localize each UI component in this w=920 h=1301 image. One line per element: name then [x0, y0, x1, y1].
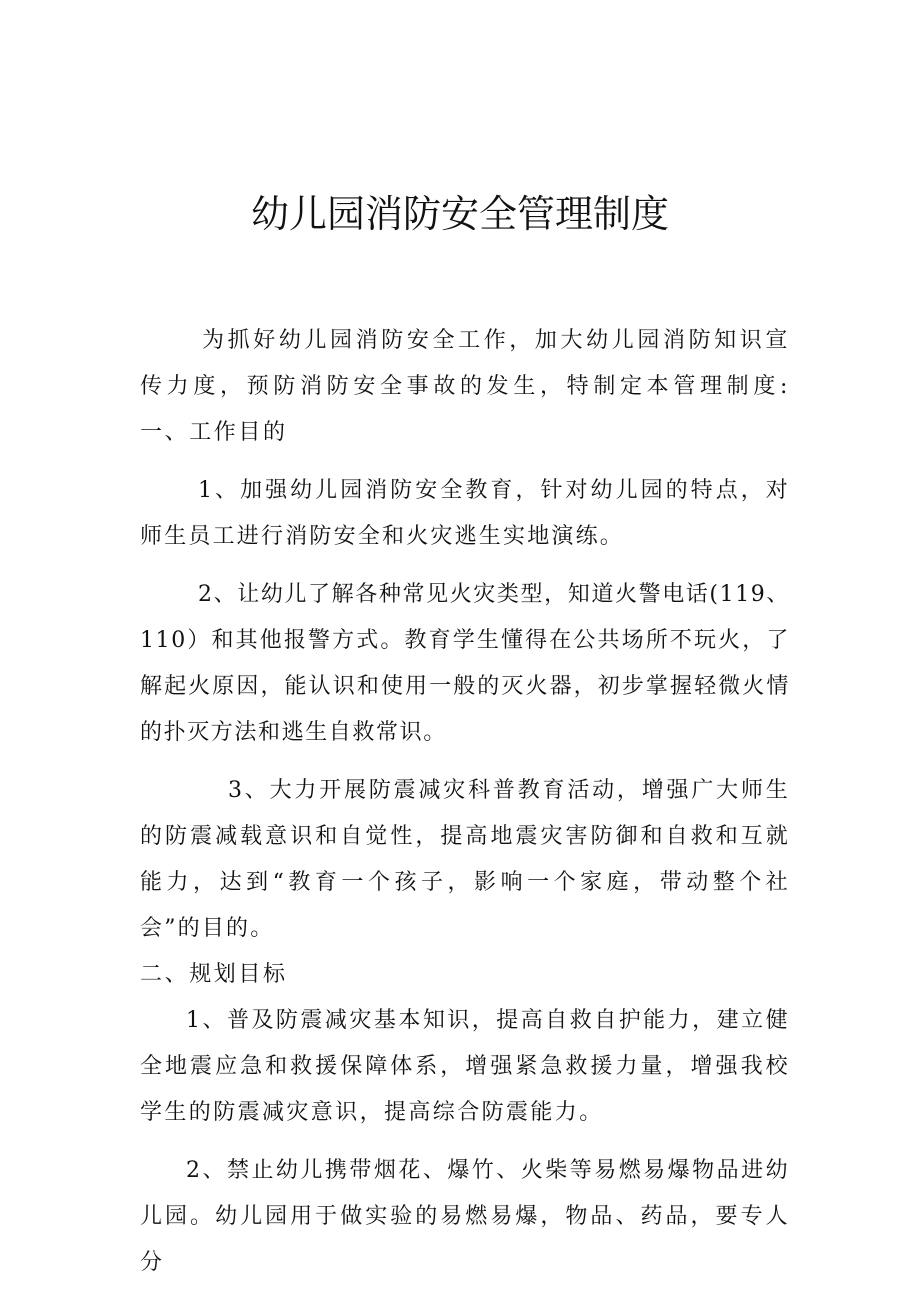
document-title: 幼儿园消防安全管理制度: [250, 192, 669, 237]
paragraph-intro: 为抓好幼儿园消防安全工作，加大幼儿园消防知识宣传力度，预防消防安全事故的发生，特制定本管理制度: 一、工作目的: [140, 328, 790, 445]
paragraph-item-1: 1、加强幼儿园消防安全教育，针对幼儿园的特点，对师生员工进行消防安全和火灾逃生实地演练。: [140, 478, 790, 549]
paragraph-goal-2: 2、禁止幼儿携带烟花、爆竹、火柴等易燃易爆物品进幼儿园。幼儿园用于做实验的易燃易爆，物品、药品，要专人分: [140, 1158, 790, 1275]
document-body: [140, 318, 790, 1286]
paragraph-item-2: 2、让幼儿了解各种常见火灾类型，知道火警电话(119、110）和其他报警方式。教育学生懂得在公共场所不玩火，了解起火原因，能认识和使用一般的灭火器，初步掌握轻微火情的扑灭方法和逃生自救常识。: [140, 582, 790, 745]
section-heading-planning-goals: 二、规划目标: [140, 962, 288, 987]
paragraph-goal-1: 1、普及防震减灾基本知识，提高自救自护能力，建立健全地震应急和救援保障体系，增强紧急救援力量，增强我校学生的防震减灾意识，提高综合防震能力。: [140, 1008, 790, 1125]
paragraph-item-3: 3、大力开展防震减灾科普教育活动，增强广大师生的防震减载意识和自觉性，提高地震灾害防御和自救和互就能力，达到“教育一个孩子，影响一个家庭，带动整个社会”的目的。: [140, 778, 790, 941]
